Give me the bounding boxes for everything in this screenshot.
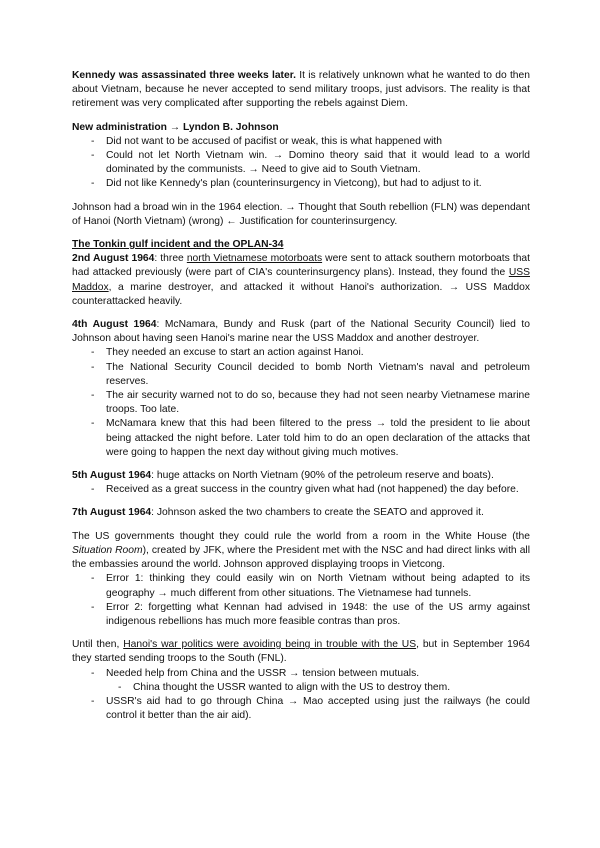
list-item: - Error 1: thinking they could easily win on North Vietnam without being adapted to its geography → much different from other situations. The Vietnamese had tunnels. — [72, 572, 530, 600]
aug4-list — [72, 346, 530, 460]
list-item: - They needed an excuse to start an action against Hanoi. — [72, 346, 530, 360]
sub-list-item: - China thought the USSR wanted to align with the US to destroy them. — [72, 681, 530, 695]
paragraph-aug-5 — [72, 469, 530, 483]
aug4-text: : McNamara, Bundy and Rusk (part of the National Security Council) lied to Johnson about having seen Hanoi's marine near the USS Maddox and another destroyer. — [72, 319, 530, 345]
kennedy-text: It is relatively unknown what he wanted to do then about Vietnam, because he never accepted to send military troops, just advisors. The reality is that retirement was very complicated after supporting the rebels against Diem. — [72, 70, 530, 110]
errors-list — [72, 572, 530, 629]
hanoi-text-1: Until then, — [72, 639, 124, 651]
paragraph-aug-2 — [72, 252, 530, 309]
list-item: - Needed help from China and the USSR → tension between mutuals. — [72, 667, 530, 681]
list-item: - USSR's aid had to go through China → Mao accepted using just the railways (he could control it better than the air aid). — [72, 695, 530, 723]
heading-tonkin-gulf: The Tonkin gulf incident and the OPLAN-34 — [72, 239, 284, 251]
date-aug-5: 5th August 1964 — [72, 470, 152, 482]
paragraph-aug-7 — [72, 506, 530, 520]
aug5-list — [72, 483, 530, 497]
paragraph-johnson-election: Johnson had a broad win in the 1964 election. → Thought that South rebellion (FLN) was dependant of Hanoi (North Vietnam) (wrong) ← Justification for counterinsurgency. — [72, 201, 530, 227]
hanoi-sublist — [72, 681, 530, 695]
situation-room-italic: Situation Room — [72, 544, 143, 556]
date-aug-2: 2nd August 1964 — [72, 253, 155, 265]
admin-list — [72, 135, 530, 192]
paragraph-kennedy — [72, 69, 530, 112]
aug2-text-1: : three — [154, 253, 187, 265]
hanoi-list — [72, 667, 530, 681]
date-aug-4: 4th August 1964 — [72, 319, 157, 331]
aug2-underline-motorboats: north Vietnamese motorboats — [186, 253, 323, 265]
list-item: - Did not want to be accused of pacifist or weak, this is what happened with — [72, 135, 530, 149]
list-item: - The National Security Council decided to bomb North Vietnam's naval and petroleum reserves. — [72, 361, 530, 389]
document-body — [72, 69, 530, 723]
aug2-text-2: were sent to attack southern motorboats that had attacked previously (were part of CIA's counterinsurgency plans). Instead, they found the — [72, 253, 531, 279]
hanoi-underline: Hanoi's war politics were avoiding being in trouble with the US — [123, 639, 417, 651]
date-aug-7: 7th August 1964 — [72, 507, 152, 519]
situation-text-1: The US governments thought they could rule the world from a room in the White House (the — [72, 530, 530, 542]
aug2-text-3: , a marine destroyer, and attacked it without Hanoi's authorization. → USS Maddox counterattacked heavily. — [72, 281, 530, 307]
hanoi-text-2: , but in September 1964 they started sending troops to the South (FNL). — [72, 639, 530, 665]
list-item: - McNamara knew that this had been filtered to the press → told the president to lie about being attacked the night before. Later told him to do an open declaration of the attacks that were going to happen the next day without giving much motives. — [72, 417, 530, 460]
aug5-text: : huge attacks on North Vietnam (90% of the petroleum reserve and boats). — [151, 470, 494, 482]
paragraph-situation-room — [72, 530, 530, 573]
list-item: - Could not let North Vietnam win. → Domino theory said that it would lead to a world dominated by the communists. → Need to give aid to South Vietnam. — [72, 149, 530, 177]
hanoi-list-2 — [72, 695, 530, 723]
situation-text-2: ), created by JFK, where the President met with the NSC and had direct links with all the embassies around the world. Johnson approved displaying troops in Vietcong. — [72, 544, 530, 571]
aug7-text: : Johnson asked the two chambers to create the SEATO and approved it. — [151, 507, 484, 519]
aug2-underline-uss-maddox: USS Maddox — [72, 267, 530, 293]
paragraph-aug-4 — [72, 318, 530, 346]
heading-new-administration: New administration → Lyndon B. Johnson — [72, 121, 279, 133]
kennedy-bold-lead: Kennedy was assassinated three weeks later. — [72, 70, 297, 81]
paragraph-hanoi-politics — [72, 638, 530, 666]
list-item: - Did not like Kennedy's plan (counterinsurgency in Vietcong), but had to adjust to it. — [72, 177, 530, 191]
list-item: - Error 2: forgetting what Kennan had advised in 1948: the use of the US army against indigenous rebellions has much more feasible contras than pros. — [72, 601, 530, 629]
list-item: - Received as a great success in the country given what had (not happened) the day before. — [72, 483, 530, 497]
list-item: - The air security warned not to do so, because they had not seen nearby Vietnamese marine troops. Too late. — [72, 389, 530, 417]
